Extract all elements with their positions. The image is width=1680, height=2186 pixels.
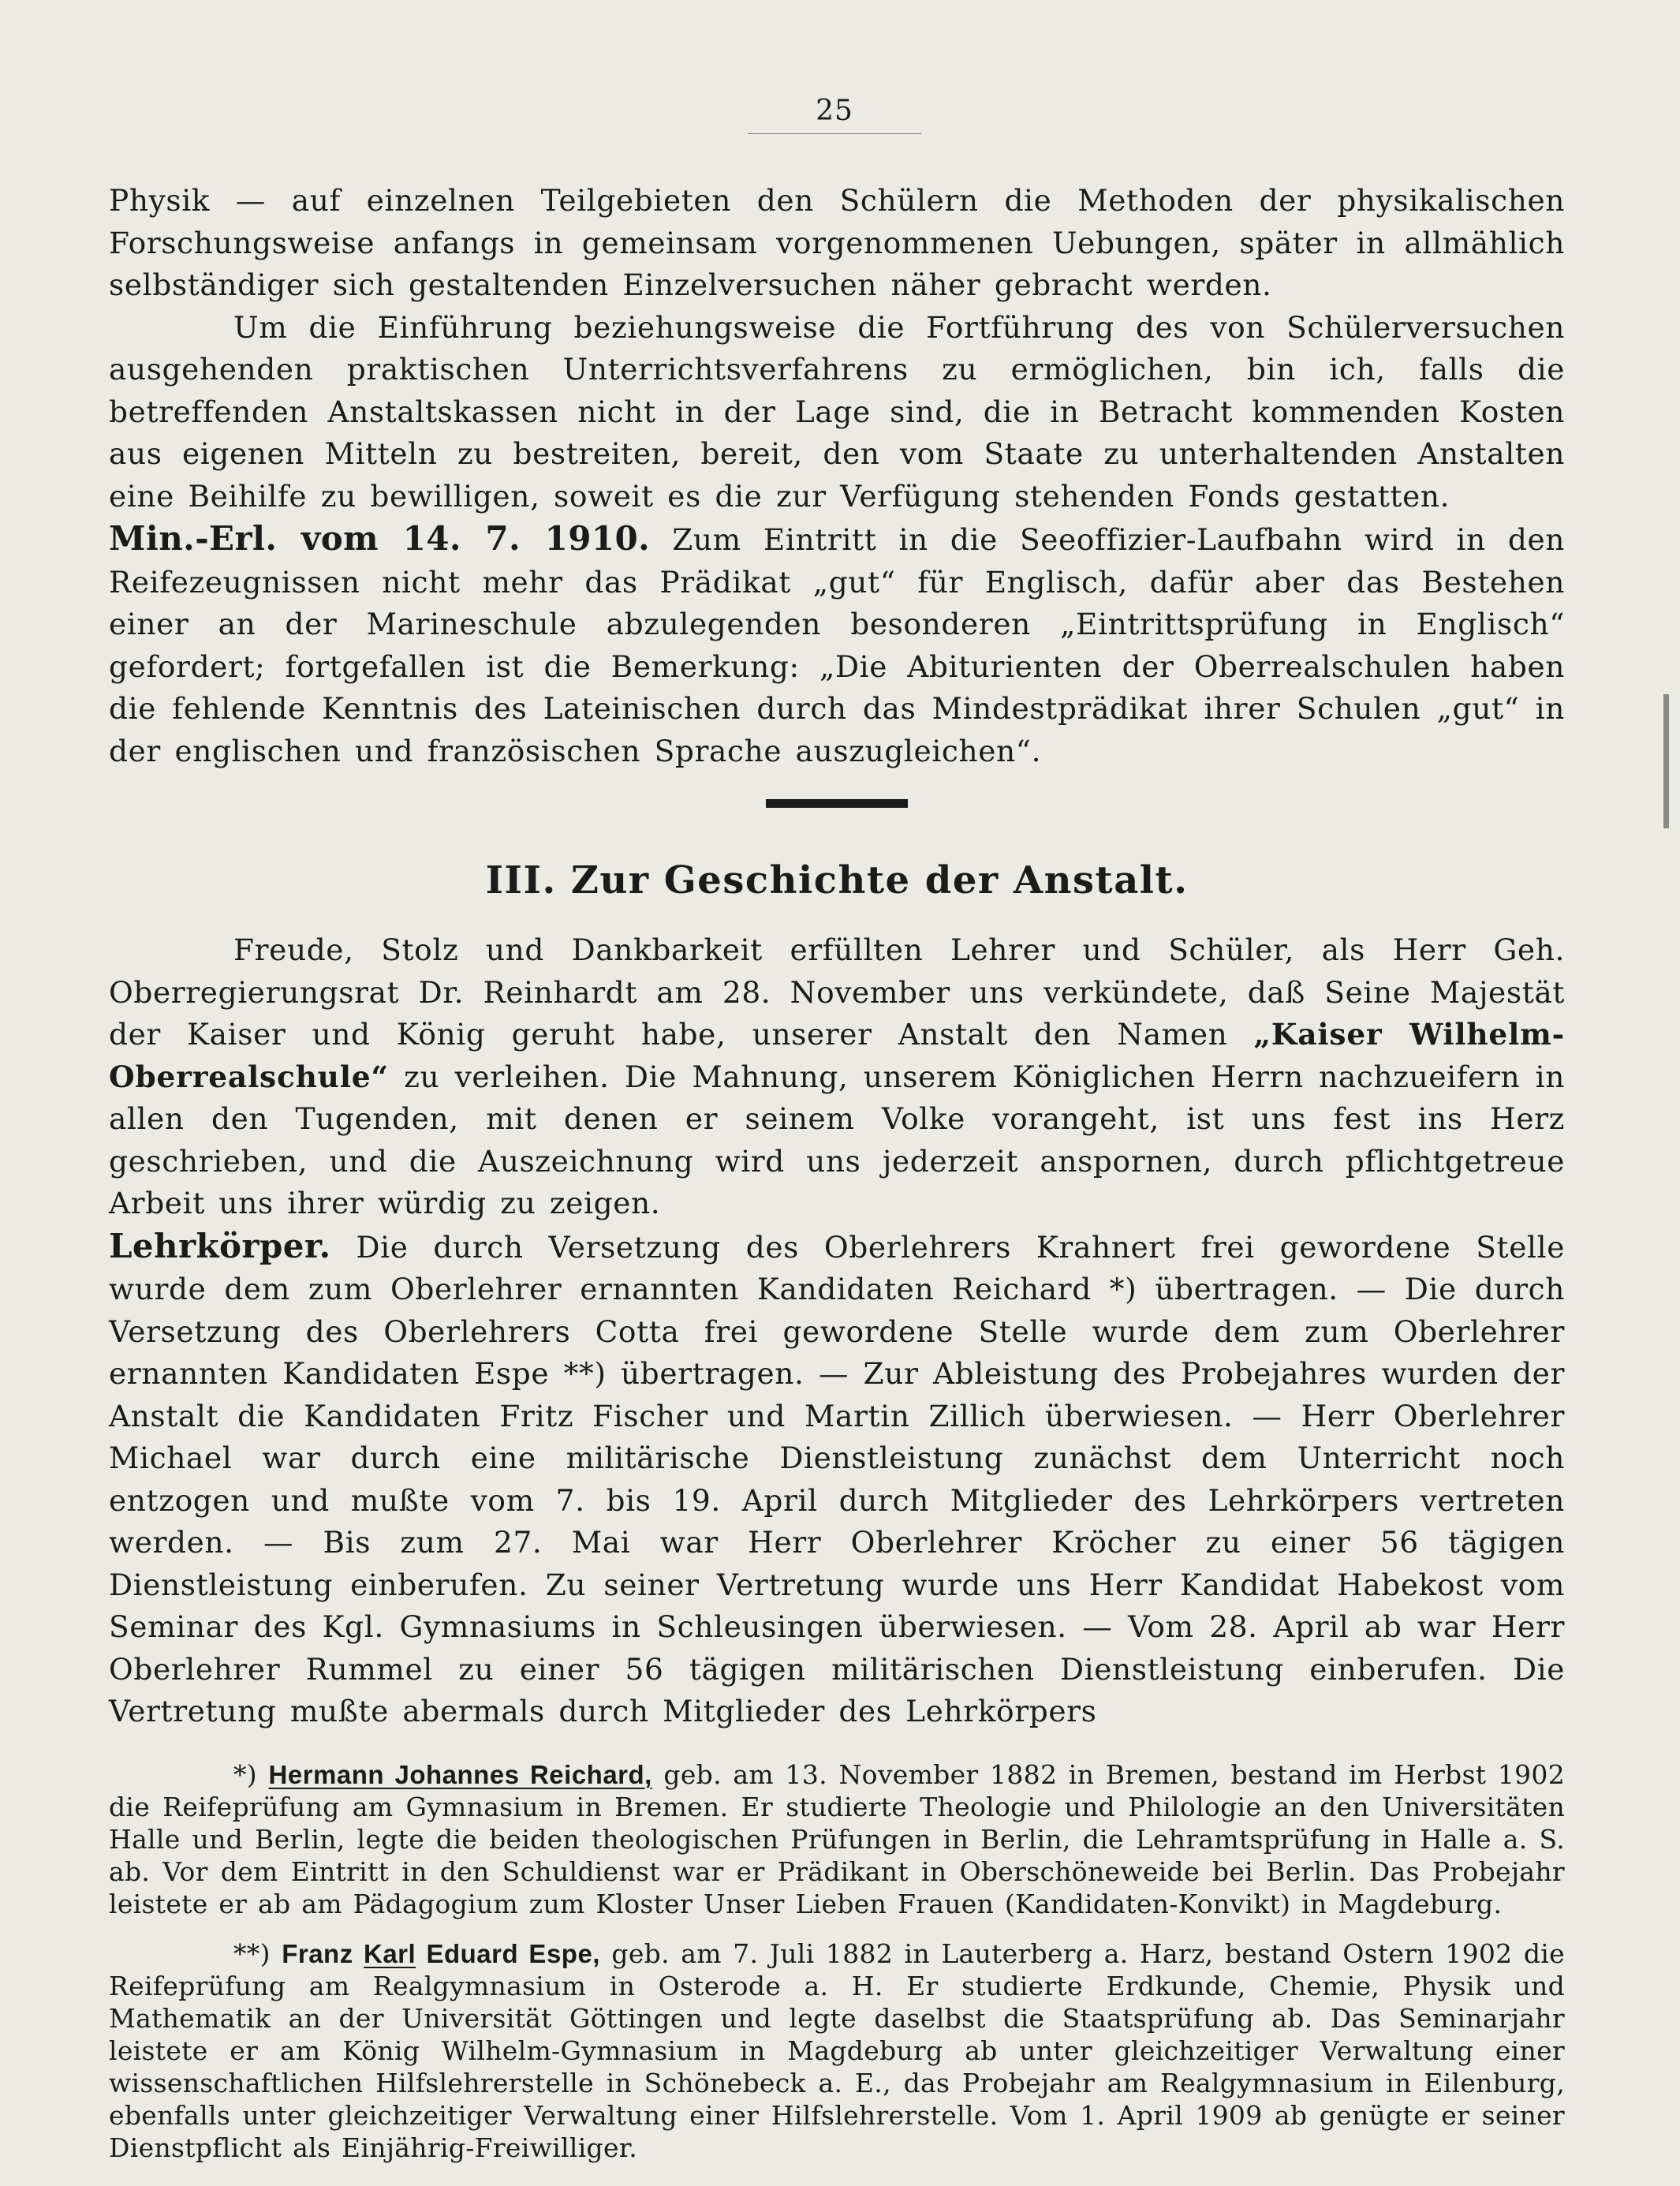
school-name-text-b: zu verleihen. Die Mahnung, unserem Königlichen Herrn nachzueifern in allen den Tugenden, mit denen er seinem Volke vorangeht, ist uns fest ins Herz geschrieben, und die Auszeichnung wird uns jederzeit anspornen, durch pflichtgetreue Arbeit uns ihrer würdig zu zeigen.: [109, 1059, 1565, 1220]
paragraph-school-name: [109, 929, 1565, 1225]
paragraph-funding: Um die Einführung beziehungsweise die Fortführung des von Schülerversuchen ausgehenden praktischen Unterrichtsverfahrens zu ermöglichen, bin ich, falls die betreffenden Anstaltskassen nicht in der Lage sind, die in Betracht kommenden Kosten aus eigenen Mitteln zu bestreiten, bereit, den vom Staate zu unterhaltenden Anstalten eine Beihilfe zu bewilligen, soweit es die zur Verfügung stehenden Fonds gestatten.: [109, 309, 1565, 514]
footnote-text-espe: geb. am 7. Juli 1882 in Lauterberg a. Harz, bestand Ostern 1902 die Reifeprüfung am Realgymnasium in Osterode a. H. Er studierte Erdkunde, Chemie, Physik und Mathematik an der Universität Göttingen und legte daselbst die Staatsprüfung ab. Das Seminarjahr leistete er am König Wilhelm-Gymnasium in Magdeburg ab unter gleichzeitiger Verwaltung einer wissenschaftlichen Hilfslehrerstelle in Schönebeck a. E., das Probejahr am Realgymnasium in Eilenburg, ebenfalls unter gleichzeitiger Verwaltung einer Hilfslehrerstelle. Vom 1. April 1909 ab genügte er seiner Dienstpflicht als Einjährig-Freiwilliger.: [109, 1938, 1565, 2163]
paragraph-physics-continued: Physik — auf einzelnen Teilgebieten den Schülern die Methoden der physikalischen Forschungsweise anfangs in gemeinsam vorgenommenen Uebungen, später in allmählich selbständiger sich gestaltenden Einzelversuchen näher gebracht werden.: [109, 183, 1565, 302]
footnote-marker-2: **): [233, 1938, 282, 1969]
footnote-name-espe-rest: Eduard Espe,: [416, 1938, 600, 1968]
school-name-text-a: Freude, Stolz und Dankbarkeit erfüllten Lehrer und Schüler, als Herr Geh. Oberregierungsrat Dr. Reinhardt am 28. November uns verkündete, daß Seine Majestät der Kaiser und König geruht habe, unserer Anstalt den Namen: [109, 932, 1565, 1052]
page-header: [748, 95, 921, 134]
footnote-name-reichard: Hermann Johannes Reichard,: [268, 1759, 652, 1789]
section-heading: III. Zur Geschichte der Anstalt.: [485, 858, 1189, 902]
teaching-staff-text: Die durch Versetzung des Oberlehrers Krahnert frei gewordene Stelle wurde dem zum Oberlehrer ernannten Kandidaten Reichard *) übertragen. — Die durch Versetzung des Oberlehrers Cotta frei gewordene Stelle wurde dem zum Oberlehrer ernannten Kandidaten Espe **) übertragen. — Zur Ableistung des Probejahres wurden der Anstalt die Kandidaten Fritz Fischer und Martin Zillich überwiesen. — Herr Oberlehrer Michael war durch eine militärische Dienstleistung zunächst dem Unterricht noch entzogen und mußte vom 7. bis 19. April durch Mitglieder des Lehrkörpers vertreten werden. — Bis zum 27. Mai war Herr Oberlehrer Kröcher zu einer 56 tägigen Dienstleistung einberufen. Zu seiner Vertretung wurde uns Herr Kandidat Habekost vom Seminar des Kgl. Gymnasiums in Schleusingen überwiesen. — Vom 28. April ab war Herr Oberlehrer Rummel zu einer 56 tägigen militärischen Dienstleistung einberufen. Die Vertretung mußte abermals durch Mitglieder des Lehrkörpers: [109, 1229, 1565, 1728]
decree-text: Zum Eintritt in die Seeoffizier-Laufbahn wird in den Reifezeugnissen nicht mehr das Prädikat „gut“ für Englisch, dafür aber das Bestehen einer an der Marineschule abzulegenden besonderen „Eintrittsprüfung in Englisch“ gefordert; fortgefallen ist die Bemerkung: „Die Abiturienten der Oberrealschulen haben die fehlende Kenntnis des Lateinischen durch das Mindestprädikat ihrer Schulen „gut“ in der englischen und französischen Sprache auszugleichen“.: [109, 522, 1566, 768]
footnote-spacer: [109, 1733, 1565, 1758]
teaching-staff-lead: Lehrkörper.: [109, 1226, 331, 1265]
footnote-name-espe-callname: Karl: [363, 1938, 416, 1968]
footnote-espe: [109, 1938, 1565, 2164]
paragraph-teaching-staff: [109, 1225, 1565, 1733]
footnote-gap: [109, 1920, 1565, 1938]
footnote-reichard: [109, 1758, 1565, 1920]
page-number: 25: [816, 95, 853, 127]
school-new-name: „Kaiser Wilhelm-Oberrealschule“: [109, 1017, 1565, 1094]
paragraph-ministerial-decree: [109, 518, 1565, 772]
header-rule: [748, 133, 921, 134]
footnote-marker-1: *): [233, 1758, 269, 1790]
footnote-name-espe-first: Franz: [282, 1938, 364, 1968]
scan-edge-mark: [1663, 694, 1669, 828]
section-separator: [766, 799, 908, 808]
footnote-text-reichard: geb. am 13. November 1882 in Bremen, bestand im Herbst 1902 die Reifeprüfung am Gymnasium in Bremen. Er studierte Theologie und Philologie an den Universitäten Halle und Berlin, legte die beiden theologischen Prüfungen in Berlin, die Lehramtsprüfung in Halle a. S. ab. Vor dem Eintritt in den Schuldienst war er Prädikant in Oberschöneweide bei Berlin. Das Probejahr leistete er ab am Pädagogium zum Kloster Unser Lieben Frauen (Kandidaten-Konvikt) in Magdeburg.: [109, 1758, 1566, 1919]
page-body: [109, 180, 1565, 2164]
decree-reference: Min.-Erl. vom 14. 7. 1910.: [109, 519, 651, 558]
